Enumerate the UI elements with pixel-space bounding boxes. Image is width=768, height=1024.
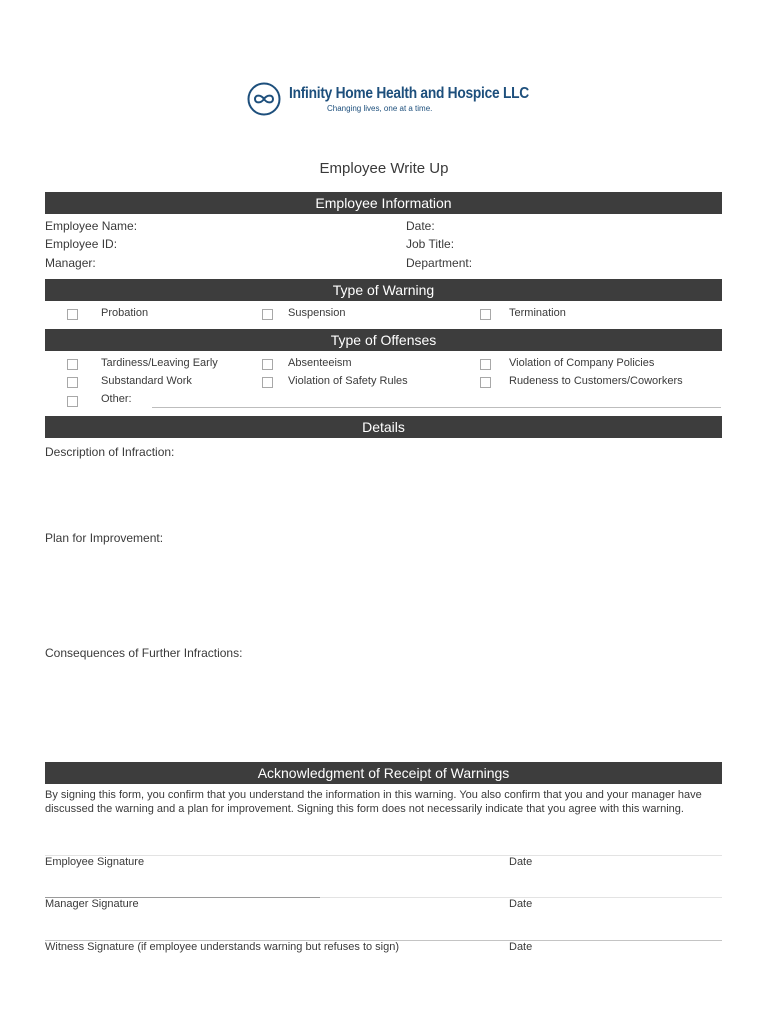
acknowledgment-text: By signing this form, you confirm that you understand the information in this warning. You also confirm that you and your manager have discussed the warning and a plan for improvement. Signing this form does not necessarily indicate that you agree with this warning.: [45, 789, 702, 815]
employee-name-label: Employee Name:: [45, 219, 138, 233]
manager-signature-label: Manager Signature: [45, 898, 139, 910]
safety-rules-label: Violation of Safety Rules: [288, 375, 408, 387]
employee-id-label: Employee ID:: [45, 237, 118, 251]
company-tagline: Changing lives, one at a time.: [327, 103, 433, 113]
employee-signature-label: Employee Signature: [45, 856, 145, 868]
section-type-of-warning: Type of Warning: [45, 279, 722, 301]
description-label: Description of Infraction:: [45, 445, 175, 459]
absenteeism-label: Absenteeism: [288, 357, 352, 369]
section-employee-information: Employee Information: [45, 192, 722, 214]
manager-signature-date-label: Date: [509, 898, 533, 910]
infinity-logo-icon: [247, 82, 281, 116]
safety-rules-checkbox[interactable]: [262, 377, 273, 388]
rudeness-label: Rudeness to Customers/Coworkers: [509, 375, 683, 387]
section-acknowledgment: Acknowledgment of Receipt of Warnings: [45, 762, 722, 784]
plan-label: Plan for Improvement:: [45, 531, 164, 545]
tardiness-label: Tardiness/Leaving Early: [101, 357, 218, 369]
date-label: Date:: [406, 219, 435, 233]
section-type-of-offenses: Type of Offenses: [45, 329, 722, 351]
suspension-label: Suspension: [288, 307, 346, 319]
form-title: Employee Write Up: [319, 160, 449, 177]
witness-signature-label: Witness Signature (if employee understands warning but refuses to sign): [45, 941, 400, 953]
company-policies-checkbox[interactable]: [480, 359, 491, 370]
company-policies-label: Violation of Company Policies: [509, 357, 655, 369]
signature-divider: [45, 855, 722, 856]
department-label: Department:: [406, 256, 473, 270]
manager-label: Manager:: [45, 256, 96, 270]
other-input-line[interactable]: [152, 407, 721, 408]
probation-label: Probation: [101, 307, 149, 319]
suspension-checkbox[interactable]: [262, 309, 273, 320]
company-logo: [247, 82, 568, 116]
employee-signature-date-label: Date: [509, 856, 533, 868]
probation-checkbox[interactable]: [67, 309, 78, 320]
job-title-label: Job Title:: [406, 237, 455, 251]
company-name: Infinity Home Health and Hospice LLC: [289, 84, 529, 102]
substandard-work-label: Substandard Work: [101, 375, 192, 387]
absenteeism-checkbox[interactable]: [262, 359, 273, 370]
tardiness-checkbox[interactable]: [67, 359, 78, 370]
other-label: Other:: [101, 393, 132, 405]
other-checkbox[interactable]: [67, 396, 78, 407]
rudeness-checkbox[interactable]: [480, 377, 491, 388]
substandard-work-checkbox[interactable]: [67, 377, 78, 388]
section-details: Details: [45, 416, 722, 438]
consequences-label: Consequences of Further Infractions:: [45, 646, 243, 660]
termination-checkbox[interactable]: [480, 309, 491, 320]
termination-label: Termination: [509, 307, 566, 319]
witness-signature-date-label: Date: [509, 941, 533, 953]
